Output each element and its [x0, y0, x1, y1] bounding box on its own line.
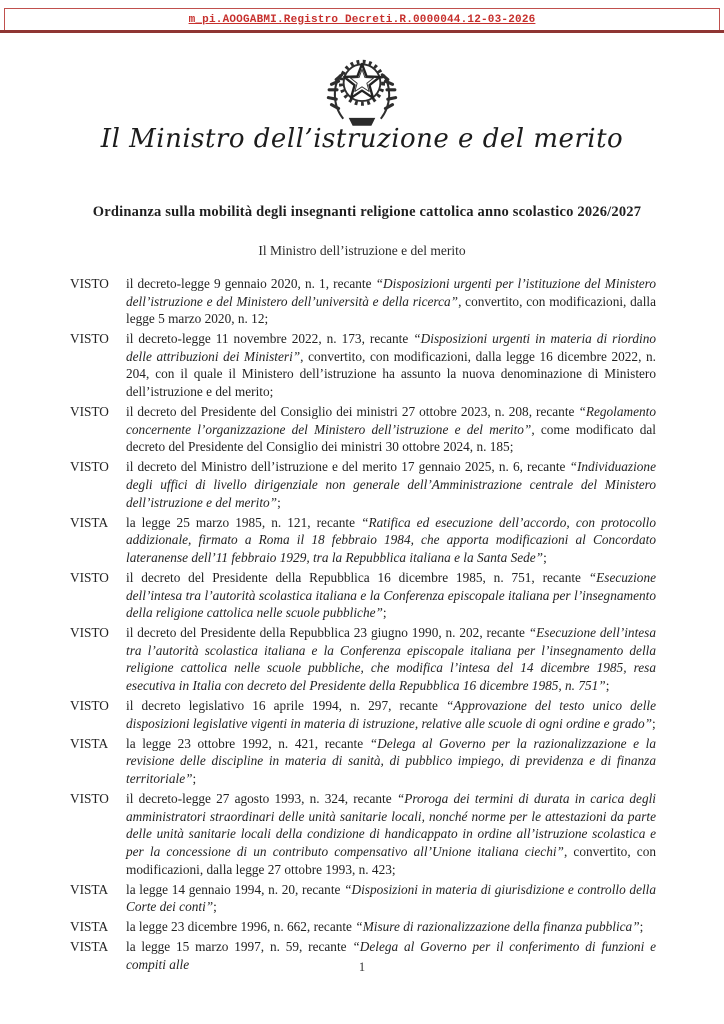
recital-row [70, 514, 656, 567]
recital-text: la legge 23 dicembre 1996, n. 662, recante “Misure di razionalizzazione della finanza pubblica”; [126, 919, 644, 935]
recital-label: VISTA [70, 939, 109, 955]
recital-label: VISTO [70, 791, 109, 807]
recital-row [70, 881, 656, 916]
recital-row [70, 918, 656, 936]
recital-label: VISTO [70, 404, 109, 420]
page-number: 1 [358, 960, 366, 974]
doc-subtitle: Il Ministro dell’istruzione e del merito [258, 243, 466, 258]
recital-row [70, 790, 656, 878]
header-rule [0, 30, 724, 33]
recital-label: VISTO [70, 276, 109, 291]
recital-text: la legge 23 ottobre 1992, n. 421, recante “Delega al Governo per la razionalizzazione e la revisione delle discipline in materia di sanità, di pubblico impiego, di previdenza e di finanza territoriale”; [126, 735, 656, 787]
recital-text: la legge 15 marzo 1997, n. 59, recante “Delega al Governo per il conferimento di funzioni e compiti alle [126, 939, 656, 972]
recitals-list [70, 275, 656, 976]
italy-emblem-icon [321, 46, 403, 128]
recital-label: VISTO [70, 459, 109, 475]
protocol-number: m_pi.AOOGABMI.Registro Decreti.R.0000044.12-03-2026 [188, 13, 536, 26]
recital-label: VISTA [70, 919, 109, 935]
recital-label: VISTA [70, 735, 109, 751]
recital-label: VISTO [70, 698, 109, 714]
recital-text: il decreto del Presidente della Repubblica 23 giugno 1990, n. 202, recante “Esecuzione dell’intesa tra l’autorità scolastica italiana e la Conferenza episcopale italiana per l’insegnamento della religione cattolica nelle scuole pubbliche, che modifica l’intesa del 14 dicembre 1985, resa esecutiva in Italia con decreto del Presidente della Repubblica 16 dicembre 1985, n. 751”; [126, 625, 656, 694]
recital-text: la legge 25 marzo 1985, n. 121, recante “Ratifica ed esecuzione dell’accordo, con protocollo addizionale, firmato a Roma il 18 febbraio 1984, che apporta modificazioni al Concordato lateranense dell’11 febbraio 1929, tra la Repubblica italiana e la Santa Sede”; [126, 514, 657, 565]
recital-row [70, 735, 656, 788]
recital-text: il decreto del Presidente della Repubblica 16 dicembre 1985, n. 751, recante “Esecuzione dell’intesa tra l’autorità scolastica italiana e la Conferenza episcopale italiana per l’insegnamento della religione cattolica nelle scuole pubbliche”; [126, 570, 656, 621]
recital-text: il decreto legislativo 16 aprile 1994, n. 297, recante “Approvazione del testo unico delle disposizioni legislative vigenti in materia di istruzione, relative alle scuole di ogni ordine e grado”; [126, 698, 656, 731]
recital-label: VISTO [70, 625, 109, 641]
recital-row [70, 275, 656, 328]
recital-text: la legge 14 gennaio 1994, n. 20, recante “Disposizioni in materia di giurisdizione e controllo della Corte dei conti”; [126, 881, 657, 915]
recital-label: VISTA [70, 881, 109, 897]
recital-label: VISTO [70, 570, 109, 585]
recital-row [70, 330, 656, 400]
recital-label: VISTA [70, 514, 109, 530]
recital-text: il decreto-legge 9 gennaio 2020, n. 1, recante “Disposizioni urgenti per l’istituzione del Ministero dell’istruzione e del Ministero dell’università e della ricerca”, convertito, con modificazioni, dalla legge 5 marzo 2020, n. 12; [126, 276, 656, 327]
recital-text: il decreto del Presidente del Consiglio dei ministri 27 ottobre 2023, n. 208, recante “Regolamento concernente l’organizzazione del Ministero dell’istruzione e del merito”, come modificato dal decreto del Presidente del Consiglio dei ministri 30 ottobre 2024, n. 185; [126, 404, 656, 455]
recital-text: il decreto-legge 27 agosto 1993, n. 324, recante “Proroga dei termini di durata in carica degli amministratori straordinari delle unità sanitarie locali, nonché norme per le attestazioni da parte delle unità sanitarie locali della condizione di handicappato in ordine all’istruzione scolastica e per la concessione di un contributo compensativo all’Unione italiana ciechi”, convertito, con modificazioni, dalla legge 27 ottobre 1993, n. 423; [126, 791, 656, 877]
recital-label: VISTO [70, 331, 109, 347]
doc-title: Ordinanza sulla mobilità degli insegnanti religione cattolica anno scolastico 2026/2027 [92, 204, 642, 220]
recital-text: il decreto-legge 11 novembre 2022, n. 173, recante “Disposizioni urgenti in materia di riordino delle attribuzioni dei Ministeri”, convertito, con modificazioni, dalla legge 16 dicembre 2022, n. 204, con il quale il Ministero dell’istruzione ha assunto la nuova denominazione di Ministero dell’istruzione e del merito; [126, 331, 656, 400]
recital-row [70, 697, 656, 732]
protocol-box [4, 8, 720, 31]
recital-row [70, 569, 656, 622]
recital-row [70, 624, 656, 694]
recital-row [70, 458, 656, 511]
recital-text: il decreto del Ministro dell’istruzione e del merito 17 gennaio 2025, n. 6, recante “Individuazione degli uffici di livello dirigenziale non generale dell’Amministrazione centrale del Ministero dell’istruzione e del merito”; [126, 459, 656, 510]
recital-row [70, 403, 656, 456]
letterhead-script: Il Ministro dell’istruzione e del merito [100, 124, 624, 154]
